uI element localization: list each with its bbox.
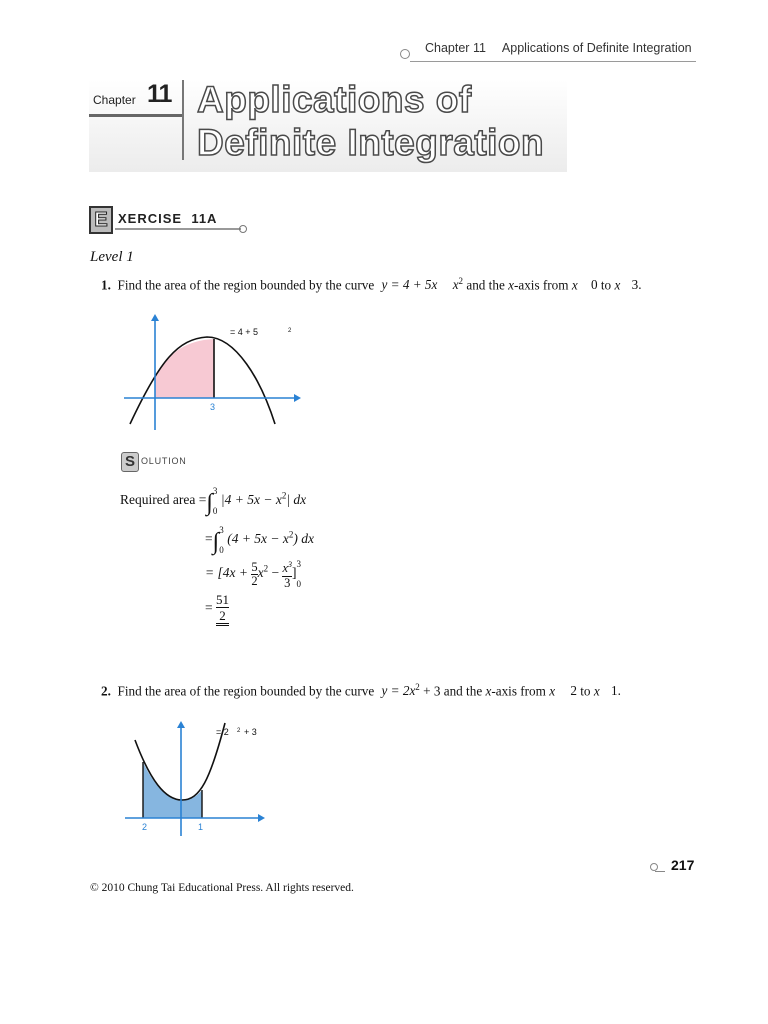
question-1-text-a: Find the area of the region bounded by the curve xyxy=(117,277,375,293)
question-1-curve: y = 4 + 5x xyxy=(381,277,438,293)
fraction-numerator xyxy=(282,558,292,575)
footer-mark xyxy=(650,863,665,873)
graph-2-curve-label-exp: 2 xyxy=(237,728,241,734)
graph-2-tick-left: 2 xyxy=(142,822,148,832)
question-1-from: x xyxy=(571,277,578,293)
chapter-label: Chapter xyxy=(93,93,136,107)
question-1-axis: x xyxy=(508,277,514,293)
running-header-text xyxy=(425,41,708,55)
solution-line-1-lead: Required area = xyxy=(120,492,207,508)
exercise-title xyxy=(118,211,217,226)
header-rule xyxy=(410,61,696,62)
chapter-rule xyxy=(89,114,182,117)
running-header xyxy=(400,40,696,62)
fraction-denominator: 2 xyxy=(251,573,258,588)
running-header-title: Applications of Definite Integration xyxy=(501,41,692,55)
question-2-curve-tail: + 3 xyxy=(423,683,441,699)
question-2-curve: y = 2x xyxy=(381,683,416,699)
graph-1-tick-label: 3 xyxy=(210,402,216,412)
fraction-numerator-exp: 3 xyxy=(288,560,293,570)
exercise-id: 11A xyxy=(191,211,218,226)
question-2-text-a: Find the area of the region bounded by the curve xyxy=(117,683,375,699)
upper-limit: 3 xyxy=(296,559,302,569)
graph-2 xyxy=(122,718,272,836)
exercise-underline xyxy=(115,228,241,230)
solution-result xyxy=(205,592,229,626)
level-heading: Level 1 xyxy=(90,249,134,265)
question-2-number: 2. xyxy=(101,683,111,699)
solution-line-1 xyxy=(120,481,306,521)
result-numerator: 51 xyxy=(216,592,229,607)
graph-1 xyxy=(118,310,308,435)
question-2 xyxy=(101,682,621,699)
question-2-to-val: 1. xyxy=(610,683,621,699)
solution-line-3-mid: x xyxy=(257,565,264,581)
chapter-title-line1: Applications of xyxy=(197,79,472,120)
upper-limit: 3 xyxy=(219,525,224,535)
chapter-divider xyxy=(182,80,184,160)
question-2-exp: 2 xyxy=(415,682,420,692)
chapter-number: 11 xyxy=(147,80,172,108)
solution-line-3-end: ] xyxy=(292,565,297,581)
solution-line-2-eq: = xyxy=(205,531,213,547)
solution-line-2-sq: 2 xyxy=(288,529,294,540)
bullet-icon xyxy=(650,863,658,871)
exercise-letter: E xyxy=(89,206,113,234)
solution-badge xyxy=(121,452,201,474)
question-1-to: x xyxy=(614,277,621,293)
solution-line-3-minus: − xyxy=(271,565,280,581)
lower-limit: 0 xyxy=(219,545,224,555)
integral-sign-icon: ∫ xyxy=(212,529,220,556)
copyright: © 2010 Chung Tai Educational Press. All rights reserved. xyxy=(90,882,354,894)
question-1-to-word: to xyxy=(600,277,612,293)
question-2-text-b: and the xyxy=(443,683,483,699)
fraction-denominator: 3 xyxy=(284,575,291,590)
x-axis-arrow-icon xyxy=(294,394,301,402)
question-1-from-val: 0 xyxy=(590,277,598,293)
lower-limit: 0 xyxy=(296,579,302,589)
integral-sign-icon: ∫ xyxy=(206,490,213,517)
integral-limits-1 xyxy=(213,481,221,521)
question-1-number: 1. xyxy=(101,277,111,293)
chapter-banner xyxy=(89,80,567,172)
exercise-heading xyxy=(89,206,249,234)
question-2-text-c: -axis from xyxy=(491,683,546,699)
fraction-cube-thirds xyxy=(282,558,292,589)
x-axis-arrow-icon xyxy=(258,814,265,822)
graph-2-curve-label: = 2 xyxy=(216,727,229,737)
result-denominator: 2 xyxy=(216,607,229,626)
graph-2-curve-label-tail: + 3 xyxy=(244,727,257,737)
question-1-text-c: -axis from xyxy=(513,277,569,293)
ring-icon xyxy=(239,225,247,233)
question-1 xyxy=(101,276,641,293)
question-2-from-val: 2 xyxy=(570,683,577,699)
exercise-word: XERCISE xyxy=(118,211,183,226)
fraction-numerator-base: x xyxy=(282,561,289,576)
chapter-title xyxy=(197,78,544,164)
question-2-axis: x xyxy=(485,683,492,699)
y-axis-arrow-icon xyxy=(151,314,159,321)
solution-line-2-end: ) dx xyxy=(293,531,315,547)
question-1-curve-tail: x xyxy=(452,277,459,293)
graph-1-shaded-region xyxy=(155,339,215,398)
question-2-to: x xyxy=(593,683,600,699)
graph-1-curve-label: = 4 + 5 xyxy=(230,327,259,337)
upper-limit: 3 xyxy=(212,486,218,496)
graph-1-curve-label-exp: 2 xyxy=(288,328,292,334)
solution-result-eq: = xyxy=(205,600,213,616)
solution-line-1-body: |4 + 5x − x xyxy=(220,492,282,508)
question-2-to-word: to xyxy=(580,683,591,699)
solution-line-1-end: | dx xyxy=(286,492,307,508)
graph-2-tick-right: 1 xyxy=(198,822,204,832)
question-1-exp: 2 xyxy=(458,276,464,286)
solution-line-3 xyxy=(205,554,305,594)
solution-line-1-sq: 2 xyxy=(281,490,287,501)
solution-line-3-lead: = [4x + xyxy=(205,565,248,581)
chapter-title-line2: Definite Integration xyxy=(197,122,545,163)
y-axis-arrow-icon xyxy=(177,721,185,728)
solution-letter: S xyxy=(121,452,139,472)
solution-word: OLUTION xyxy=(141,456,187,466)
fraction-numerator: 5 xyxy=(251,559,258,574)
evaluation-limits xyxy=(297,554,305,594)
bullet-icon xyxy=(400,49,410,59)
footer-rule xyxy=(655,871,665,872)
question-2-from: x xyxy=(549,683,556,699)
question-1-to-val: 3. xyxy=(631,277,642,293)
running-header-chapter: Chapter 11 xyxy=(425,41,486,55)
solution-line-2-body: (4 + 5x − x xyxy=(227,531,289,547)
graph-2-shaded-region xyxy=(143,762,202,818)
lower-limit: 0 xyxy=(212,506,218,516)
question-1-text-b: and the xyxy=(466,277,505,293)
result-fraction xyxy=(216,592,229,626)
page-number: 217 xyxy=(671,857,695,873)
solution-line-3-sq: 2 xyxy=(263,563,269,574)
